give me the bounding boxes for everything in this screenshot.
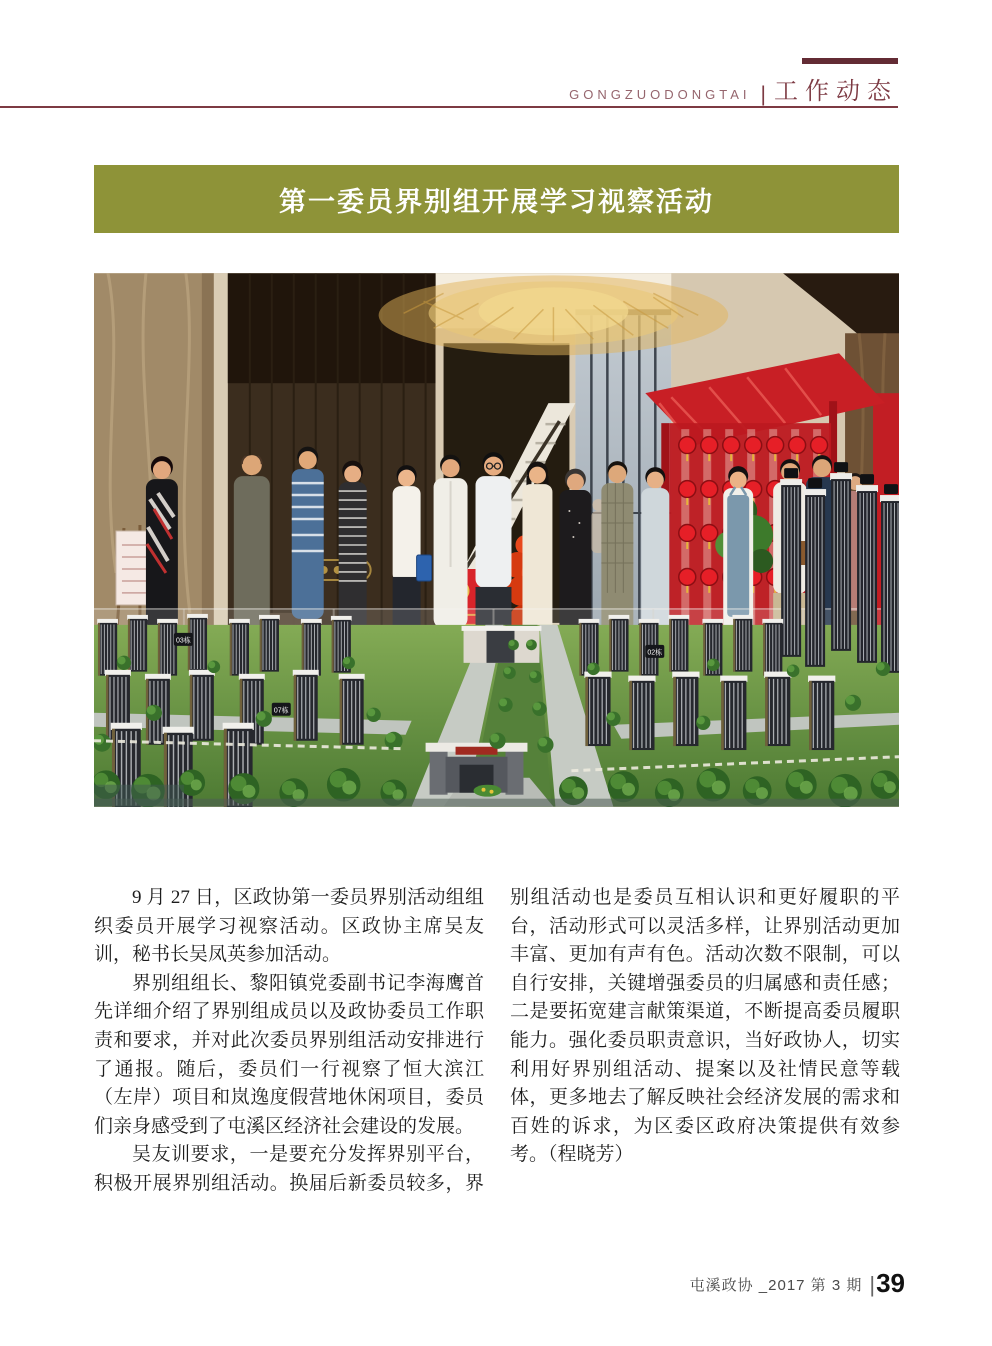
header-accent-bar [802,58,898,64]
chandelier [379,275,729,355]
body-paragraph-2: 界别组组长、黎阳镇党委副书记李海鹰首先详细介绍了界别组成员以及政协委员工作职责和要求，并对此次委员界别组活动安排进行了通报。随后，委员们一行视察了恒大滨江（左岸）项目和岚逸度假营地休闲项目，委员们亲身感受到了屯溪区经济社会建设的发展。 [94,972,484,1137]
person-striped-shirt-man [292,447,324,619]
plaque-03: 03栋 [176,637,191,645]
article-photo [94,273,899,807]
person-leader-glasses-man [476,452,512,627]
person-cream-top-woman [522,462,552,634]
footer-separator: | [869,1272,876,1297]
header-rule [0,106,898,108]
plaque-02: 02栋 [647,649,663,657]
article-body [94,884,900,1202]
body-paragraph-3: 吴友训要求，一是要充分发挥界别平台，积极开展界别组活动。换届后新委员较多，界别组活动也是委员互相认识和更好履职的平台，活动形式可以灵活多样，让界别活动更加丰富、更加有声有色。活动次数不限制，可以自行安排，关键增强委员的归属感和责任感；二是要拓宽建言献策渠道，不断提高委员履职能力。强化委员职责意识，当好政协人，切实利用好界别组活动、提案以及社情民意等载体，更多地去了解反映社会经济发展的需求和百姓的诉求，为区委区政府决策提供有效参考。（程晓芳） [94,887,900,1194]
article-title: 第一委员界别组开展学习视察活动 [279,186,714,217]
photo-illustration [94,273,899,807]
person-patterned-woman [146,456,178,629]
person-gray-polo-man [234,455,270,626]
section-pinyin: GONGZUODONGTAI [569,87,751,102]
header-separator: | [760,83,766,106]
person-striped-dress-woman [339,461,367,632]
body-paragraph-1: 9 月 27 日，区政协第一委员界别活动组组织委员开展学习视察活动。区政协主席吴友训，秘书长吴凤英参加活动。 [94,887,484,966]
person-khaki-check-man [601,461,633,633]
page-footer [0,1268,905,1299]
header-row [0,71,898,107]
article-title-banner [94,165,899,233]
journal-name: 屯溪政协 _2017 第 3 期 [689,1277,863,1294]
section-title: 工作动态 [774,79,898,105]
plaque-07: 07栋 [273,707,289,715]
page-number: 39 [876,1268,905,1298]
person-white-shirt-man-a [434,455,468,628]
